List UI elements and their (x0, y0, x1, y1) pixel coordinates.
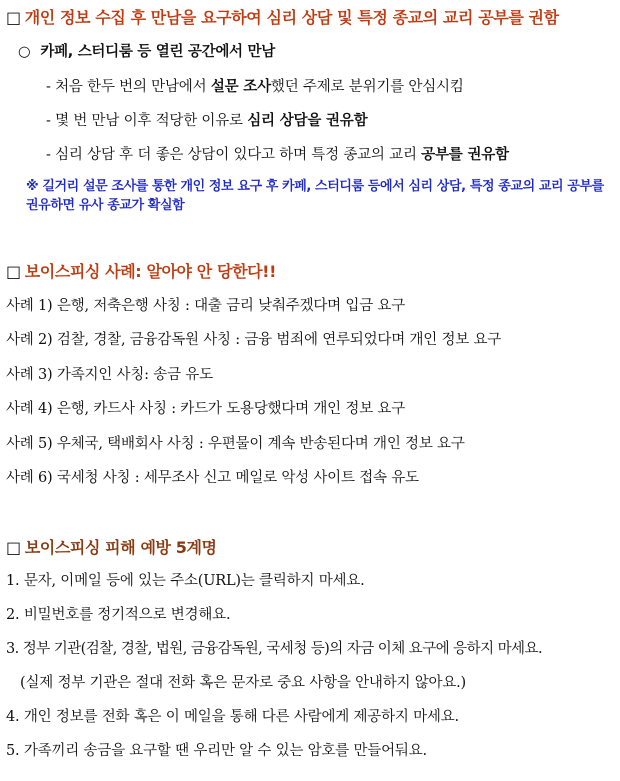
case-item: 사례 5) 우체국, 택배회사 사칭 : 우편물이 계속 반송된다며 개인 정보 요구 (6, 436, 465, 452)
rule-item: 5. 가족끼리 송금을 요구할 땐 우리만 알 수 있는 암호를 만들어둬요. (6, 743, 427, 759)
case-item: 사례 3) 가족지인 사칭: 송금 유도 (6, 367, 213, 383)
section1-bullet (46, 75, 464, 96)
bullet-bold: 공부를 권유함 (421, 146, 509, 163)
checkbox-square-icon: □ (6, 262, 21, 281)
section1-bullet (46, 109, 367, 130)
rule-item: 3. 정부 기관(검찰, 경찰, 법원, 금융감독원, 국세청 등)의 자금 이체 요구에 응하지 마세요. (6, 641, 543, 657)
case-item: 사례 1) 은행, 저축은행 사칭 : 대출 금리 낮춰주겠다며 입금 요구 (6, 298, 406, 314)
bullet-bold: 설문 조사 (210, 78, 271, 95)
bullet-text: - 몇 번 만남 이후 적당한 이유로 (46, 113, 248, 129)
case-item: 사례 2) 검찰, 경찰, 금융감독원 사칭 : 금융 범죄에 연루되었다며 개인 정보 요구 (6, 332, 502, 348)
section3-heading (6, 535, 217, 558)
section1-sub (18, 40, 275, 61)
section2-heading-text: 보이스피싱 사례: 알아야 안 당한다!! (24, 262, 276, 281)
section1-sub-text: 카페, 스터디룸 등 열린 공간에서 만남 (40, 44, 275, 60)
checkbox-square-icon: □ (6, 538, 21, 557)
rule-item: 1. 문자, 이메일 등에 있는 주소(URL)는 클릭하지 마세요. (6, 573, 365, 589)
section3-heading-text: 보이스피싱 피해 예방 5계명 (24, 538, 217, 557)
rule-item: 2. 비밀번호를 정기적으로 변경해요. (6, 607, 231, 623)
case-item: 사례 4) 은행, 카드사 사칭 : 카드가 도용당했다며 개인 정보 요구 (6, 401, 406, 417)
section1-heading (6, 5, 559, 28)
section1-heading-text: 개인 정보 수집 후 만남을 요구하여 심리 상담 및 특정 종교의 교리 공부를 권함 (24, 8, 559, 27)
circle-bullet-icon: ○ (18, 44, 31, 60)
rule-note: (실제 정부 기관은 절대 전화 혹은 문자로 중요 사항을 안내하지 않아요.) (20, 675, 467, 691)
bullet-bold: 심리 상담을 권유함 (247, 112, 368, 129)
section1-bullet (46, 143, 509, 164)
bullet-text: - 심리 상담 후 더 좋은 상담이 있다고 하며 특정 종교의 교리 (46, 147, 422, 163)
section2-heading (6, 259, 276, 282)
section1-note: ※ 길거리 설문 조사를 통한 개인 정보 요구 후 카페, 스터디룸 등에서 심리 상담, 특정 종교의 교리 공부를 권유하면 유사 종교가 확실함 (26, 179, 604, 213)
case-item: 사례 6) 국세청 사칭 : 세무조사 신고 메일로 악성 사이트 접속 유도 (6, 470, 419, 486)
bullet-text: 했던 주제로 분위기를 안심시킴 (270, 79, 464, 95)
rule-item: 4. 개인 정보를 전화 혹은 이 메일을 통해 다른 사람에게 제공하지 마세요. (6, 709, 459, 725)
bullet-text: - 처음 한두 번의 만남에서 (46, 79, 211, 95)
checkbox-square-icon: □ (6, 8, 21, 27)
